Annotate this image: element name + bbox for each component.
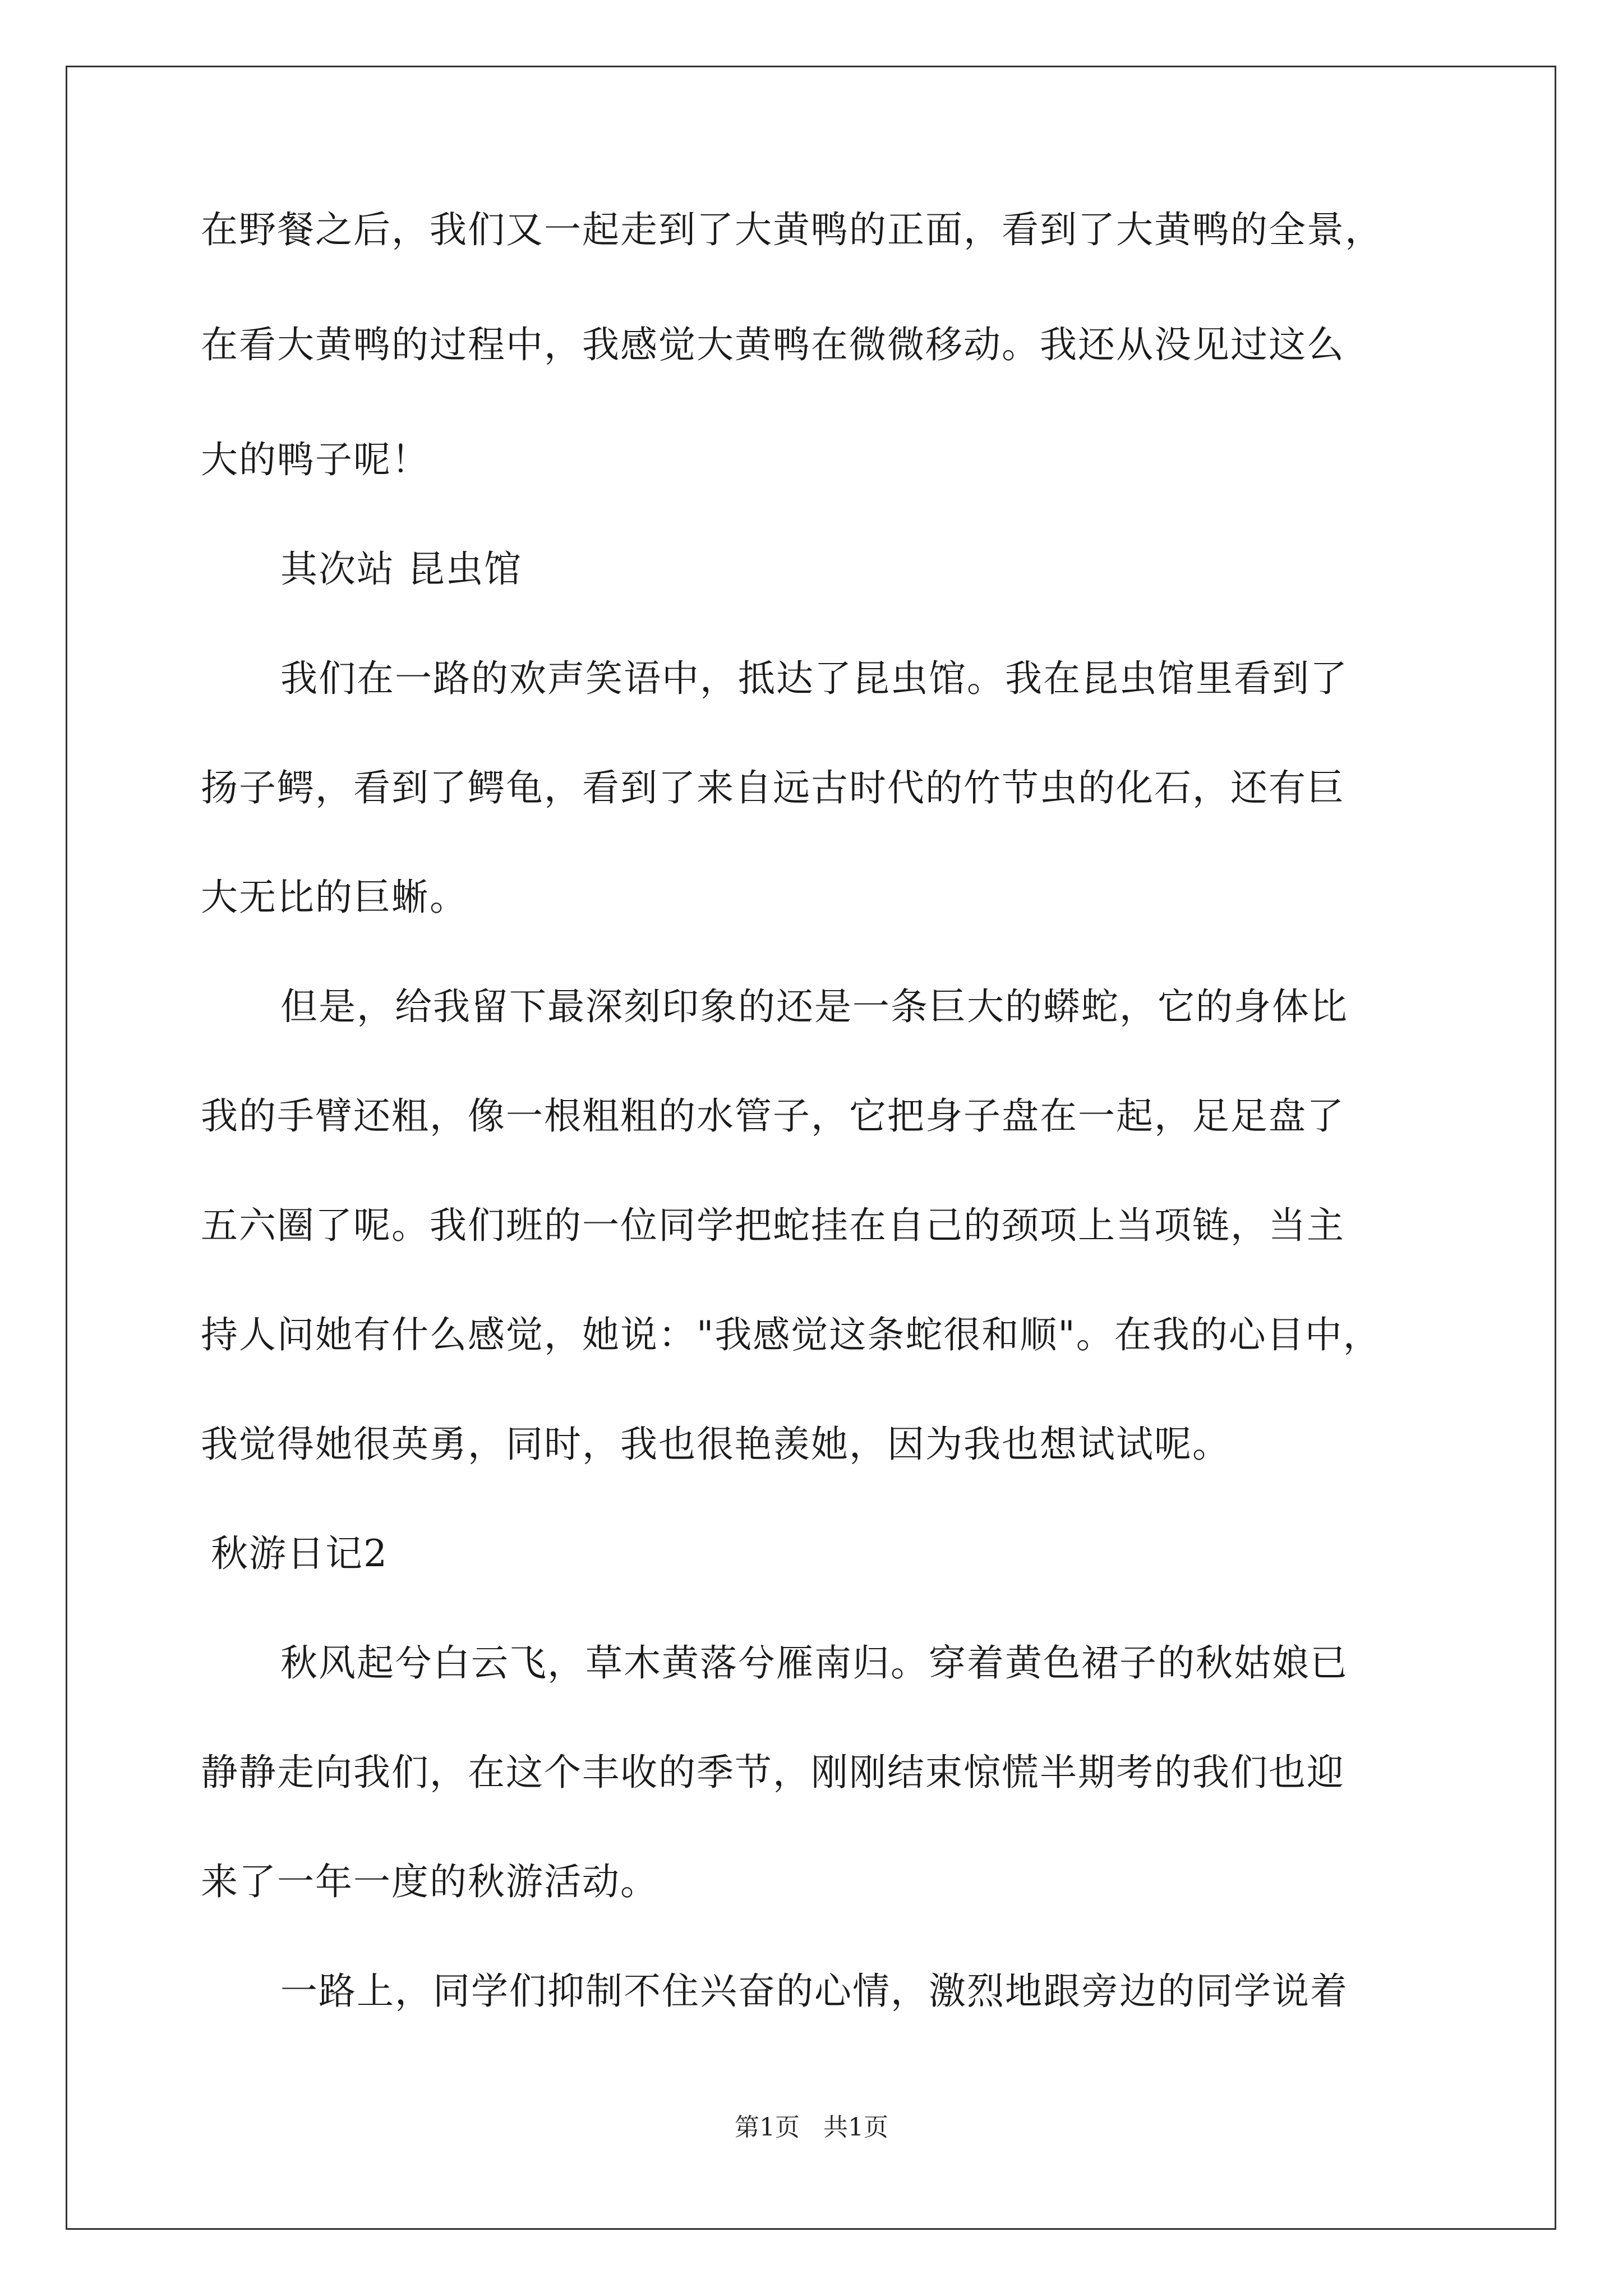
body-line-5: 我们在一路的欢声笑语中，抵达了昆虫馆。我在昆虫馆里看到了 (280, 657, 1348, 700)
body-line-6: 扬子鳄，看到了鳄龟，看到了来自远古时代的竹节虫的化石，还有巨 (201, 766, 1345, 809)
body-line-3: 大的鸭子呢！ (201, 438, 430, 481)
body-line-15: 静静走向我们，在这个丰收的季节，刚刚结束惊慌半期考的我们也迎 (201, 1751, 1345, 1794)
section-title-diary-2: 秋游日记2 (211, 1532, 388, 1575)
body-line-16: 来了一年一度的秋游活动。 (201, 1860, 658, 1903)
body-line-10: 五六圈了呢。我们班的一位同学把蛇挂在自己的颈项上当项链，当主 (201, 1204, 1345, 1247)
body-line-7: 大无比的巨蜥。 (201, 876, 468, 919)
body-line-1: 在野餐之后，我们又一起走到了大黄鸭的正面，看到了大黄鸭的全景， (201, 208, 1383, 251)
body-line-8: 但是，给我留下最深刻印象的还是一条巨大的蟒蛇，它的身体比 (280, 985, 1348, 1028)
page-border (66, 66, 1556, 2230)
body-line-2: 在看大黄鸭的过程中，我感觉大黄鸭在微微移动。我还从没见过这么 (201, 323, 1345, 366)
body-line-17: 一路上，同学们抑制不住兴奋的心情，激烈地跟旁边的同学说着 (280, 1970, 1348, 2013)
body-line-11: 持人问她有什么感觉，她说："我感觉这条蛇很和顺"。在我的心目中， (201, 1313, 1381, 1356)
body-line-14: 秋风起兮白云飞，草木黄落兮雁南归。穿着黄色裙子的秋姑娘已 (280, 1641, 1348, 1685)
page-footer: 第1页 共1页 (735, 2113, 888, 2142)
body-line-9: 我的手臂还粗，像一根粗粗的水管子，它把身子盘在一起，足足盘了 (201, 1094, 1345, 1138)
body-line-12: 我觉得她很英勇，同时，我也很艳羡她，因为我也想试试呢。 (201, 1423, 1230, 1466)
subheading-insect-hall: 其次站 昆虫馆 (280, 547, 522, 591)
